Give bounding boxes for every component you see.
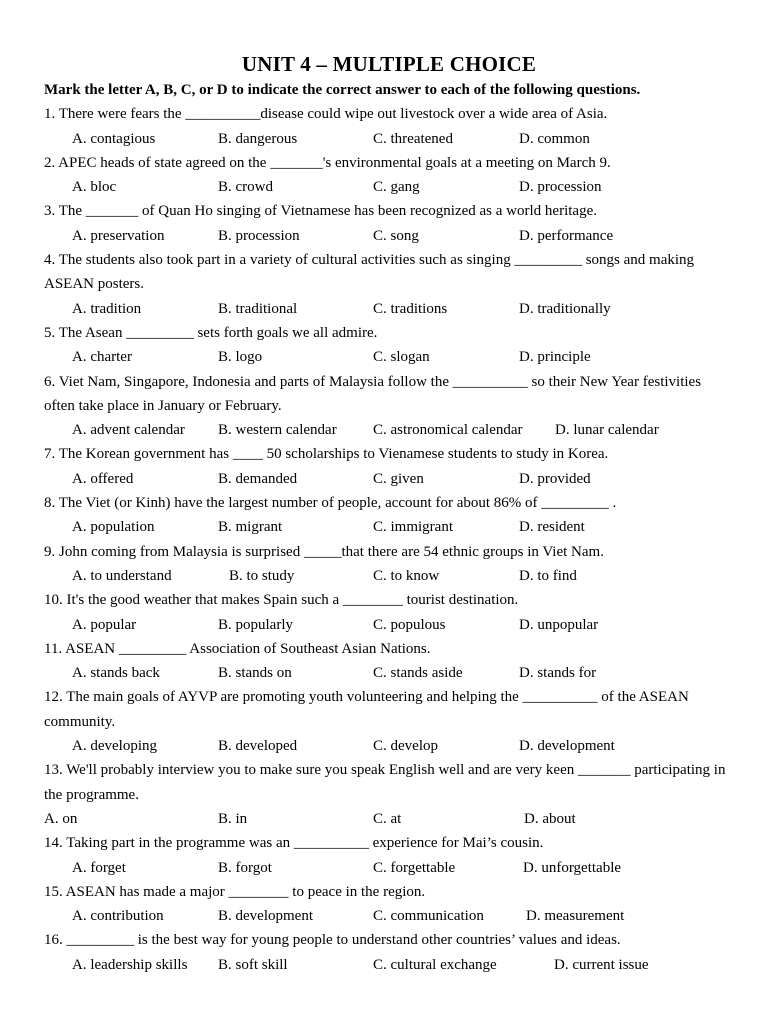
option-c: C. slogan (373, 349, 430, 366)
option-b: B. western calendar (218, 422, 337, 439)
answer-options (44, 345, 734, 369)
option-d: D. development (519, 738, 615, 755)
answer-options (44, 904, 734, 928)
answer-options (44, 661, 734, 685)
option-d: D. unforgettable (523, 859, 622, 876)
page-title: UNIT 4 – MULTIPLE CHOICE (241, 52, 537, 76)
option-c: C. forgettable (373, 859, 456, 876)
option-d: D. provided (519, 470, 591, 487)
answer-options (44, 224, 734, 248)
question-stem: 8. The Viet (or Kinh) have the largest number of people, account for about 86% of _________ . (44, 495, 617, 512)
option-c: C. gang (373, 179, 420, 196)
option-b: B. dangerous (218, 130, 298, 147)
question-item (44, 880, 734, 929)
option-a: A. on (44, 810, 78, 827)
question-item (44, 588, 734, 637)
option-c: C. given (373, 470, 424, 487)
question-item (44, 442, 734, 491)
option-b: B. logo (218, 349, 263, 366)
question-stem: 4. The students also took part in a variety of cultural activities such as singing _________ songs and making ASEAN posters. (44, 252, 695, 293)
question-item (44, 491, 734, 540)
option-d: D. resident (519, 519, 585, 536)
question-stem: 1. There were fears the __________disease could wipe out livestock over a wide area of Asia. (44, 106, 608, 123)
answer-options (44, 953, 734, 977)
question-stem: 14. Taking part in the programme was an __________ experience for Mai’s cousin. (44, 835, 544, 852)
option-b: B. development (218, 908, 313, 925)
question-item (44, 637, 734, 686)
option-a: A. popular (72, 616, 137, 633)
option-d: D. about (524, 810, 576, 827)
option-a: A. advent calendar (72, 422, 185, 439)
answer-options (44, 564, 734, 588)
option-c: C. stands aside (373, 665, 463, 682)
option-b: B. developed (218, 738, 298, 755)
option-b: B. stands on (218, 665, 292, 682)
option-b: B. migrant (218, 519, 283, 536)
option-c: C. immigrant (373, 519, 453, 536)
option-c: C. cultural exchange (373, 956, 497, 973)
question-stem: 15. ASEAN has made a major ________ to peace in the region. (44, 883, 426, 900)
option-d: D. common (519, 130, 590, 147)
option-d: D. current issue (554, 956, 649, 973)
option-b: B. traditional (218, 300, 298, 317)
question-item (44, 758, 734, 831)
option-c: C. traditions (373, 300, 448, 317)
option-c: C. song (373, 227, 419, 244)
option-a: A. bloc (72, 179, 117, 196)
question-stem: 6. Viet Nam, Singapore, Indonesia and parts of Malaysia follow the __________ so their New Year festivities often take place in January or February. (44, 373, 702, 414)
question-item (44, 199, 734, 248)
question-stem: 12. The main goals of AYVP are promoting youth volunteering and helping the __________ of the ASEAN community. (44, 689, 689, 730)
option-d: D. stands for (519, 665, 597, 682)
question-item (44, 151, 734, 200)
option-a: A. charter (72, 349, 132, 366)
option-c: C. threatened (373, 130, 453, 147)
question-item (44, 248, 734, 321)
option-b: B. forgot (218, 859, 272, 876)
option-b: B. procession (218, 227, 300, 244)
answer-options (44, 127, 734, 151)
question-item (44, 540, 734, 589)
worksheet-page (44, 50, 734, 977)
question-item (44, 102, 734, 151)
question-stem: 7. The Korean government has ____ 50 scholarships to Vienamese students to study in Korea. (44, 446, 609, 463)
question-item (44, 685, 734, 758)
question-stem: 13. We'll probably interview you to make sure you speak English well and are very keen _______ participating in the programme. (44, 762, 726, 803)
answer-options (44, 515, 734, 539)
option-b: B. to study (229, 567, 295, 584)
option-d: D. procession (519, 179, 602, 196)
question-stem: 16. _________ is the best way for young people to understand other countries’ values and ideas. (44, 932, 621, 949)
question-list (44, 102, 734, 977)
option-a: A. contribution (72, 908, 164, 925)
option-b: B. soft skill (218, 956, 288, 973)
option-a: A. to understand (72, 567, 172, 584)
option-c: C. develop (373, 738, 438, 755)
option-d: D. performance (519, 227, 614, 244)
answer-options (44, 856, 734, 880)
option-a: A. leadership skills (72, 956, 188, 973)
option-a: A. tradition (72, 300, 142, 317)
answer-options (44, 807, 734, 831)
option-b: B. popularly (218, 616, 293, 633)
option-c: C. populous (373, 616, 446, 633)
option-d: D. lunar calendar (555, 422, 659, 439)
option-d: D. measurement (526, 908, 625, 925)
answer-options (44, 613, 734, 637)
option-b: B. demanded (218, 470, 298, 487)
option-c: C. astronomical calendar (373, 422, 523, 439)
answer-options (44, 297, 734, 321)
option-b: B. crowd (218, 179, 273, 196)
option-a: A. developing (72, 738, 157, 755)
instructions: Mark the letter A, B, C, or D to indicate the correct answer to each of the following questions. (44, 82, 641, 98)
answer-options (44, 175, 734, 199)
option-d: D. traditionally (519, 300, 611, 317)
option-c: C. to know (373, 567, 440, 584)
option-c: C. at (373, 810, 402, 827)
question-stem: 9. John coming from Malaysia is surprised _____that there are 54 ethnic groups in Viet Nam. (44, 543, 604, 560)
question-item (44, 370, 734, 443)
answer-options (44, 734, 734, 758)
option-a: A. preservation (72, 227, 165, 244)
question-item (44, 831, 734, 880)
option-b: B. in (218, 810, 248, 827)
question-item (44, 928, 734, 977)
answer-options (44, 467, 734, 491)
option-d: D. principle (519, 349, 591, 366)
question-stem: 10. It's the good weather that makes Spain such a ________ tourist destination. (44, 592, 519, 609)
option-a: A. offered (72, 470, 134, 487)
option-a: A. population (72, 519, 155, 536)
question-stem: 5. The Asean _________ sets forth goals we all admire. (44, 324, 378, 341)
option-a: A. forget (72, 859, 126, 876)
option-d: D. to find (519, 567, 577, 584)
question-stem: 3. The _______ of Quan Ho singing of Vietnamese has been recognized as a world heritage. (44, 203, 597, 220)
option-a: A. stands back (72, 665, 160, 682)
question-stem: 11. ASEAN _________ Association of Southeast Asian Nations. (44, 640, 431, 657)
answer-options (44, 418, 734, 442)
question-stem: 2. APEC heads of state agreed on the _______'s environmental goals at a meeting on March 9. (44, 154, 611, 171)
option-a: A. contagious (72, 130, 156, 147)
option-c: C. communication (373, 908, 484, 925)
option-d: D. unpopular (519, 616, 599, 633)
question-item (44, 321, 734, 370)
